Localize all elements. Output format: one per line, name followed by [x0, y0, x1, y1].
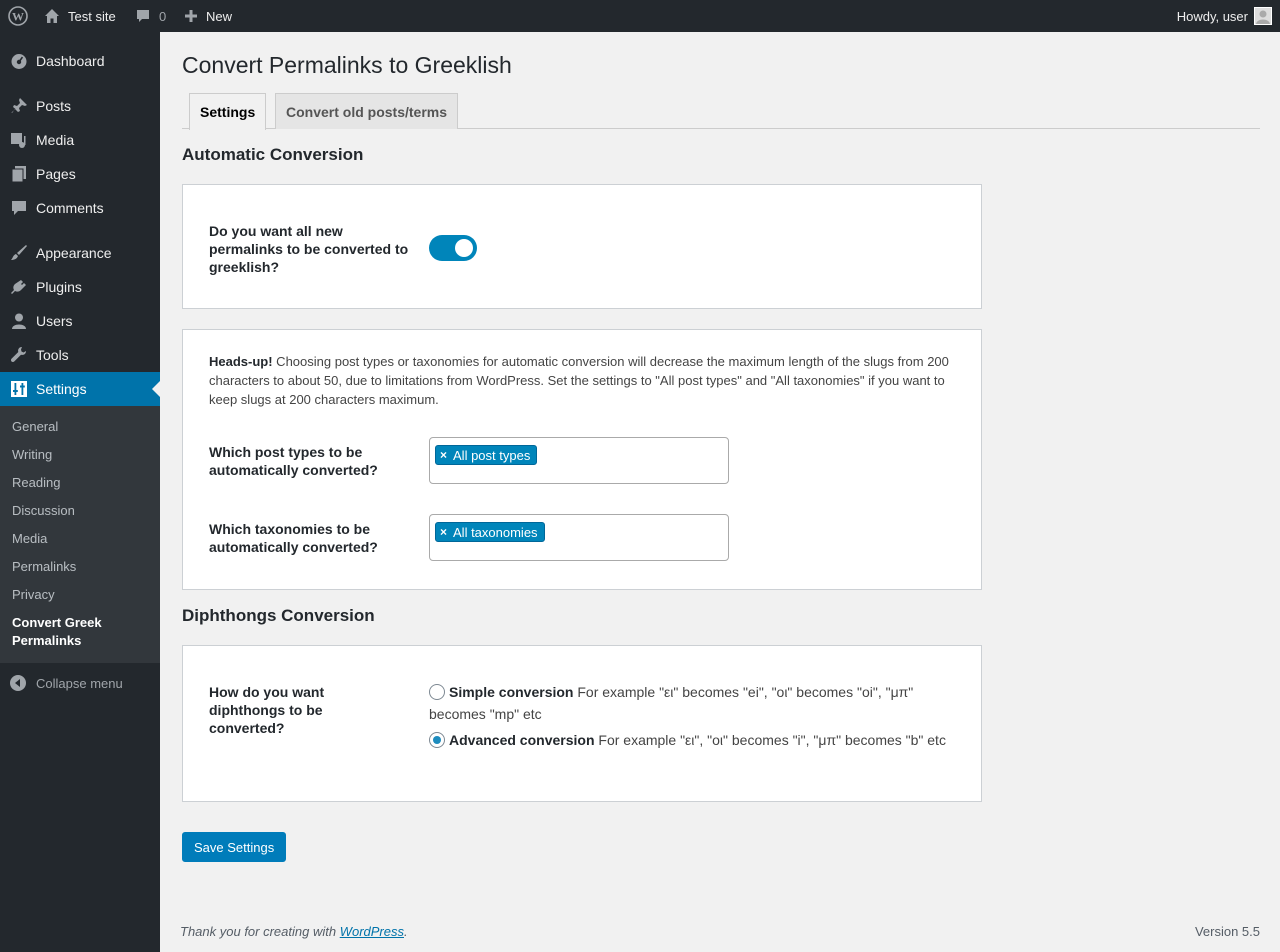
sidebar-item-posts[interactable] [0, 89, 160, 123]
notice-text: Choosing post types or taxonomies for automatic conversion will decrease the maximum length of the slugs from 200 characters to about 50, due to limitations from WordPress. Set the settings to "All post types" and "All taxonomies" if you want to keep slugs at 200 characters maximum. [209, 354, 949, 407]
tab-settings[interactable]: Settings [189, 93, 266, 130]
submenu-item-permalinks[interactable]: Permalinks [12, 559, 77, 574]
avatar [1254, 7, 1272, 25]
sidebar-item-label: Appearance [36, 245, 112, 261]
simple-conversion-desc: For example "ει" becomes "ei", "οι" becomes "oi", "μπ" becomes "mp" etc [429, 684, 914, 722]
settings-submenu [0, 406, 160, 663]
user-icon [9, 311, 29, 331]
taxonomies-chip [435, 522, 545, 542]
sidebar-item-dashboard[interactable] [0, 44, 160, 78]
heads-up-notice [209, 352, 961, 409]
auto-conversion-card [182, 184, 982, 309]
site-name-link[interactable] [44, 0, 116, 32]
sidebar-item-media[interactable] [0, 123, 160, 157]
auto-conversion-toggle[interactable] [429, 235, 477, 261]
footer-thanks [180, 924, 408, 939]
sidebar-item-pages[interactable] [0, 157, 160, 191]
post-types-label: Which post types to be automatically converted? [209, 444, 378, 478]
sidebar-item-settings[interactable] [0, 372, 160, 406]
diphthongs-card [182, 645, 982, 802]
sidebar-item-appearance[interactable] [0, 236, 160, 270]
pin-icon [9, 96, 29, 116]
simple-conversion-radio[interactable] [429, 684, 445, 700]
account-menu[interactable] [1177, 0, 1272, 32]
post-types-card [182, 329, 982, 590]
comments-link[interactable] [135, 0, 166, 32]
tab-convert-old[interactable]: Convert old posts/terms [275, 93, 458, 129]
submenu-item-media[interactable]: Media [12, 531, 48, 546]
media-icon [9, 130, 29, 150]
sidebar-item-users[interactable] [0, 304, 160, 338]
sidebar-item-label: Comments [36, 200, 104, 216]
sidebar-item-label: Users [36, 313, 73, 329]
page-title: Convert Permalinks to Greeklish [182, 52, 512, 78]
svg-text:W: W [12, 9, 24, 24]
chip-label: All post types [453, 447, 531, 463]
wrench-icon [9, 345, 29, 365]
sidebar-item-label: Plugins [36, 279, 82, 295]
simple-conversion-option[interactable] [429, 681, 949, 725]
sidebar-item-label: Dashboard [36, 53, 105, 69]
submenu-item-general[interactable]: General [12, 419, 59, 434]
advanced-conversion-desc: For example "ει", "οι" becomes "i", "μπ" becomes "b" etc [594, 732, 946, 748]
diphthongs-label: How do you want diphthongs to be converted? [209, 684, 325, 736]
footer-thanks-suffix: . [404, 924, 408, 939]
sidebar-item-label: Media [36, 132, 75, 148]
sidebar-item-label: Settings [36, 381, 87, 397]
site-name: Test site [68, 8, 116, 24]
wp-logo-button[interactable] [8, 0, 28, 32]
advanced-conversion-title: Advanced conversion [449, 732, 595, 748]
sidebar-item-label: Posts [36, 98, 72, 114]
submenu-item-convert-greek-permalinks[interactable]: Convert Greek Permalinks [12, 615, 102, 648]
home-icon [44, 8, 60, 24]
sidebar-item-tools[interactable] [0, 338, 160, 372]
notice-strong: Heads-up! [209, 354, 273, 369]
taxonomies-select[interactable] [429, 514, 729, 561]
submenu-item-reading[interactable]: Reading [12, 475, 61, 490]
brush-icon [9, 243, 29, 263]
footer-thanks-prefix: Thank you for creating with [180, 924, 340, 939]
advanced-conversion-radio[interactable] [429, 732, 445, 748]
new-content-link[interactable] [184, 0, 232, 32]
howdy-text: Howdy, user [1176, 8, 1248, 24]
collapse-label: Collapse menu [36, 675, 123, 691]
plus-icon [184, 9, 198, 23]
post-types-chip [435, 445, 537, 465]
comment-icon [135, 8, 151, 24]
submenu-item-discussion[interactable]: Discussion [12, 503, 75, 518]
collapse-icon [10, 675, 26, 694]
auto-conversion-label: Do you want all new permalinks to be converted to greeklish? [209, 223, 409, 275]
sidebar-item-plugins[interactable] [0, 270, 160, 304]
wordpress-link[interactable]: WordPress [339, 924, 404, 939]
comment-icon [9, 198, 29, 218]
simple-conversion-title: Simple conversion [449, 684, 574, 700]
advanced-conversion-option[interactable] [429, 729, 949, 751]
pages-icon [9, 164, 29, 184]
new-label: New [206, 8, 233, 24]
wordpress-icon [8, 6, 28, 26]
settings-icon [9, 379, 29, 399]
chip-remove-button[interactable]: × [440, 448, 448, 462]
sidebar-item-label: Pages [36, 166, 76, 182]
taxonomies-label: Which taxonomies to be automatically converted? [209, 521, 378, 555]
tab-bar [182, 93, 1260, 129]
avatar-silhouette-icon [1255, 8, 1271, 24]
comments-count: 0 [159, 8, 167, 24]
admin-menu [0, 32, 160, 952]
section-heading-automatic: Automatic Conversion [182, 145, 364, 164]
sidebar-item-comments[interactable] [0, 191, 160, 225]
footer-version: Version 5.5 [1194, 924, 1260, 939]
chip-remove-button[interactable]: × [440, 525, 448, 539]
dashboard-icon [9, 51, 29, 71]
submenu-item-privacy[interactable]: Privacy [12, 587, 55, 602]
save-settings-button[interactable]: Save Settings [182, 832, 286, 862]
toggle-knob [455, 239, 473, 257]
admin-bar [0, 0, 1280, 32]
plug-icon [9, 277, 29, 297]
chip-label: All taxonomies [453, 524, 538, 540]
section-heading-diphthongs: Diphthongs Conversion [182, 606, 375, 625]
post-types-select[interactable] [429, 437, 729, 484]
submenu-item-writing[interactable]: Writing [12, 447, 53, 462]
sidebar-item-label: Tools [36, 347, 69, 363]
collapse-menu-button[interactable] [0, 667, 160, 699]
